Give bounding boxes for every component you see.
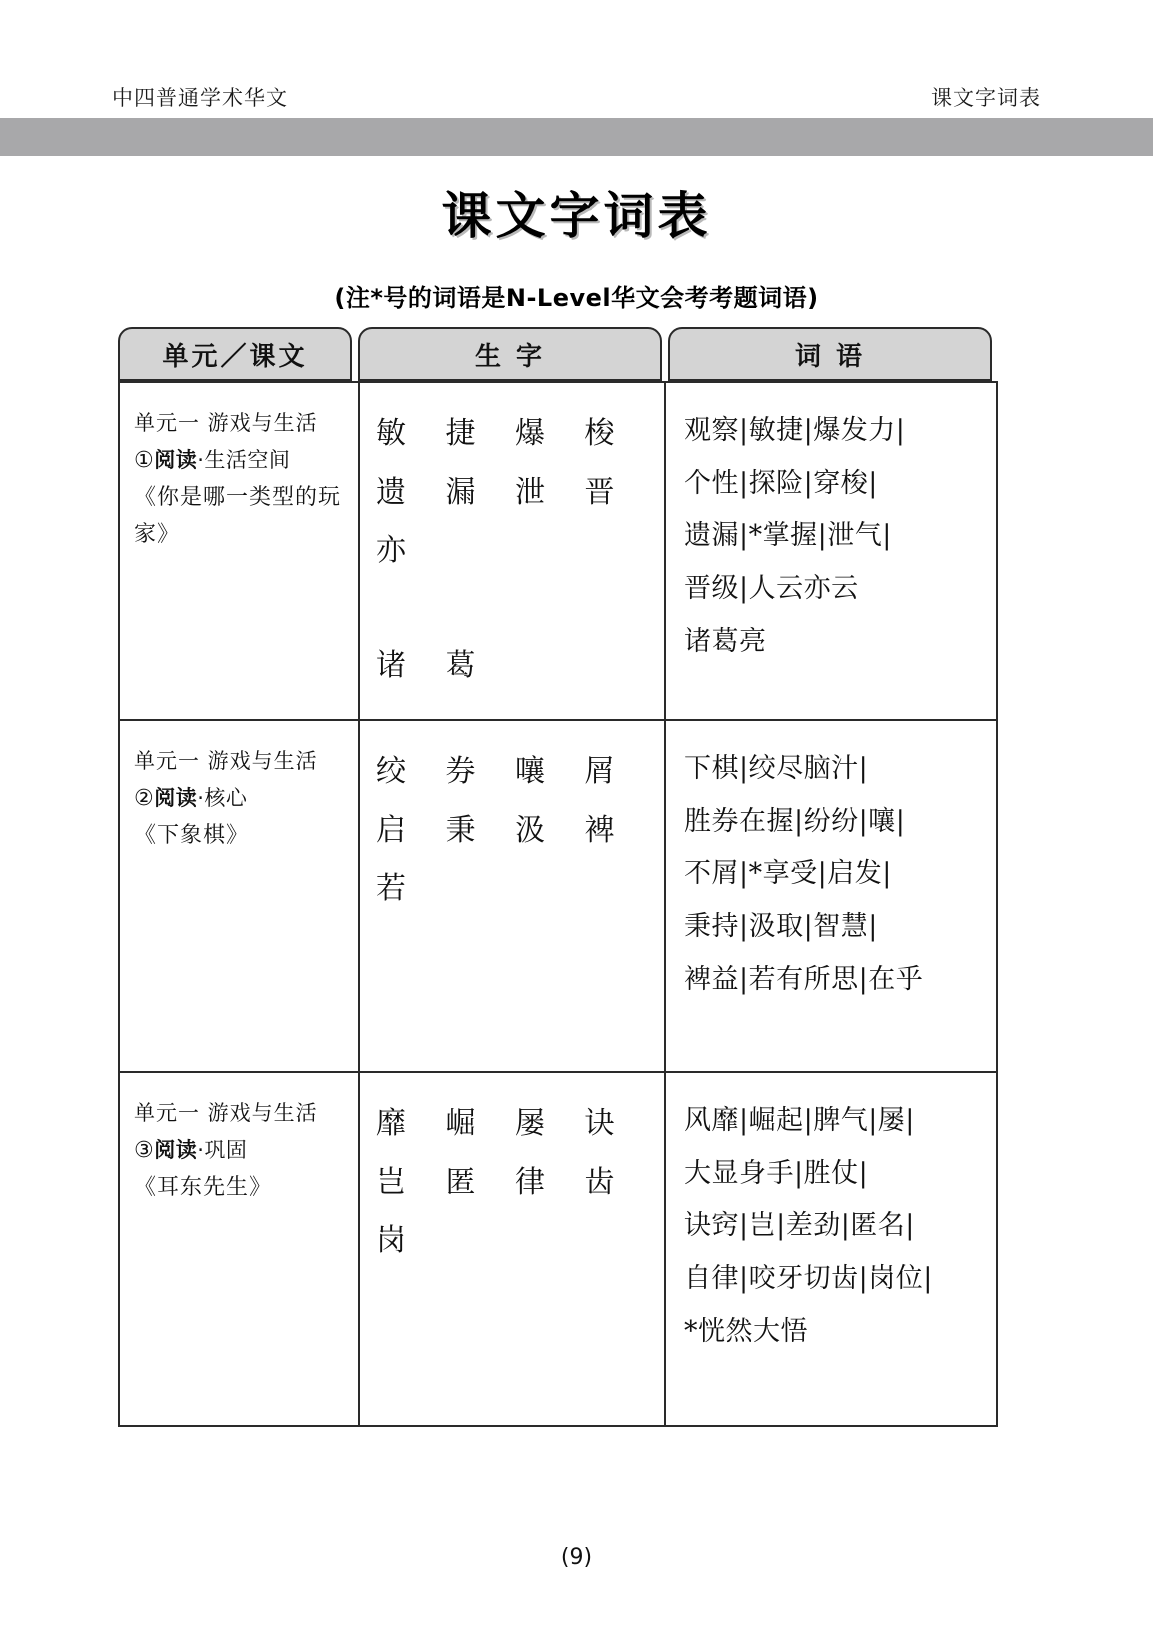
text-title: 《耳东先生》 (134, 1175, 273, 1201)
character: 绞 (376, 754, 406, 789)
lesson-separator: · (197, 1137, 205, 1162)
character: 捷 (445, 416, 476, 451)
character: 泄 (515, 474, 545, 510)
cell-unit-lesson (120, 721, 360, 1071)
character: 靡 (376, 1106, 406, 1141)
word-line: 个性|探险|穿梭| (684, 467, 878, 499)
character: 岂 (376, 1164, 406, 1200)
lesson-type: 阅读 (154, 785, 198, 810)
lesson-section: 巩固 (204, 1137, 248, 1162)
text-title: 《你是哪一类型的玩家》 (134, 485, 342, 547)
word-line: 观察|敏捷|爆发力| (684, 415, 906, 446)
character: 梭 (584, 416, 615, 451)
character: 嚷 (515, 754, 545, 789)
lesson-section: 生活空间 (204, 447, 291, 472)
unit-name: 单元一 游戏与生活 (134, 749, 318, 773)
character-grid (376, 405, 654, 581)
table-row (120, 383, 996, 721)
cell-unit-lesson (120, 1073, 360, 1425)
table-row (120, 721, 996, 1073)
character: 岗 (376, 1223, 406, 1258)
unit-name: 单元一 游戏与生活 (134, 1101, 318, 1125)
character: 券 (445, 754, 476, 789)
column-header-unit: 单元／课文 (118, 327, 352, 381)
page-title: 课文字词表 (441, 187, 712, 245)
word-line: 不屑|*享受|启发| (684, 858, 892, 890)
word-line: *恍然大悟 (684, 1315, 808, 1347)
word-line: 裨益|若有所思|在乎 (684, 963, 924, 995)
table-row (120, 1073, 996, 1425)
cell-words (666, 1073, 996, 1425)
character: 爆 (515, 416, 545, 451)
page-number: (9) (560, 1545, 593, 1570)
cell-words (666, 721, 996, 1071)
character-grid-secondary (376, 637, 654, 696)
character: 诸 (376, 647, 406, 683)
page-subtitle: (注*号的词语是N-Level华文会考考题词语) (334, 284, 819, 312)
word-line: 秉持|汲取|智慧| (684, 910, 878, 942)
word-line: 诀窍|岂|差劲|匿名| (684, 1210, 915, 1242)
lesson-label (134, 780, 348, 819)
cell-new-characters (360, 721, 666, 1071)
word-line: 风靡|崛起|脾气|屡| (684, 1105, 915, 1136)
lesson-number: ① (134, 447, 155, 473)
character-group-spacer (376, 581, 654, 637)
character: 若 (376, 871, 406, 906)
scallop-svg (0, 118, 1153, 156)
running-head-left: 中四普通学术华文 (112, 86, 288, 110)
character: 遗 (376, 474, 406, 510)
character-grid (376, 1095, 654, 1271)
running-head-right: 课文字词表 (931, 86, 1041, 110)
cell-words (666, 383, 996, 719)
table-body (118, 381, 998, 1427)
column-header-words: 词 语 (668, 327, 992, 381)
lesson-label (134, 1132, 348, 1171)
lesson-separator: · (197, 785, 205, 810)
unit-name: 单元一 游戏与生活 (134, 411, 318, 435)
lesson-separator: · (197, 447, 205, 472)
running-head (112, 82, 1041, 112)
table-header-row (118, 327, 998, 381)
cell-unit-lesson (120, 383, 360, 719)
word-line: 诸葛亮 (684, 625, 767, 657)
column-header-characters: 生 字 (358, 327, 662, 381)
character: 秉 (445, 812, 476, 848)
word-line: 晋级|人云亦云 (684, 572, 859, 604)
word-line: 大显身手|胜仗| (684, 1157, 869, 1189)
vocabulary-table (118, 327, 998, 1427)
character: 崛 (445, 1106, 476, 1141)
character-grid (376, 743, 654, 919)
word-line: 胜券在握|纷纷|嚷| (684, 805, 906, 837)
character: 漏 (445, 474, 476, 510)
character: 屑 (584, 754, 615, 789)
character: 汲 (515, 812, 545, 848)
word-line: 遗漏|*掌握|泄气| (684, 520, 892, 552)
lesson-label (134, 442, 348, 481)
lesson-type: 阅读 (154, 1137, 198, 1162)
cell-new-characters (360, 383, 666, 719)
character: 启 (376, 812, 406, 848)
character: 亦 (376, 533, 406, 568)
character: 匿 (445, 1164, 476, 1200)
cell-new-characters (360, 1073, 666, 1425)
character: 齿 (584, 1164, 615, 1200)
word-line: 自律|咬牙切齿|岗位| (684, 1262, 933, 1294)
character: 裨 (584, 812, 615, 848)
character: 屡 (515, 1106, 545, 1141)
character: 晋 (584, 474, 615, 510)
character: 律 (515, 1164, 545, 1200)
character: 诀 (584, 1106, 615, 1141)
lesson-section: 核心 (204, 785, 248, 810)
lesson-type: 阅读 (154, 447, 198, 472)
character: 葛 (445, 647, 476, 683)
lesson-number: ③ (134, 1137, 155, 1163)
character: 敏 (376, 416, 406, 451)
text-title: 《下象棋》 (134, 823, 250, 849)
word-line: 下棋|绞尽脑汁| (684, 753, 869, 784)
scallop-decoration-band (0, 118, 1153, 156)
lesson-number: ② (134, 785, 155, 811)
